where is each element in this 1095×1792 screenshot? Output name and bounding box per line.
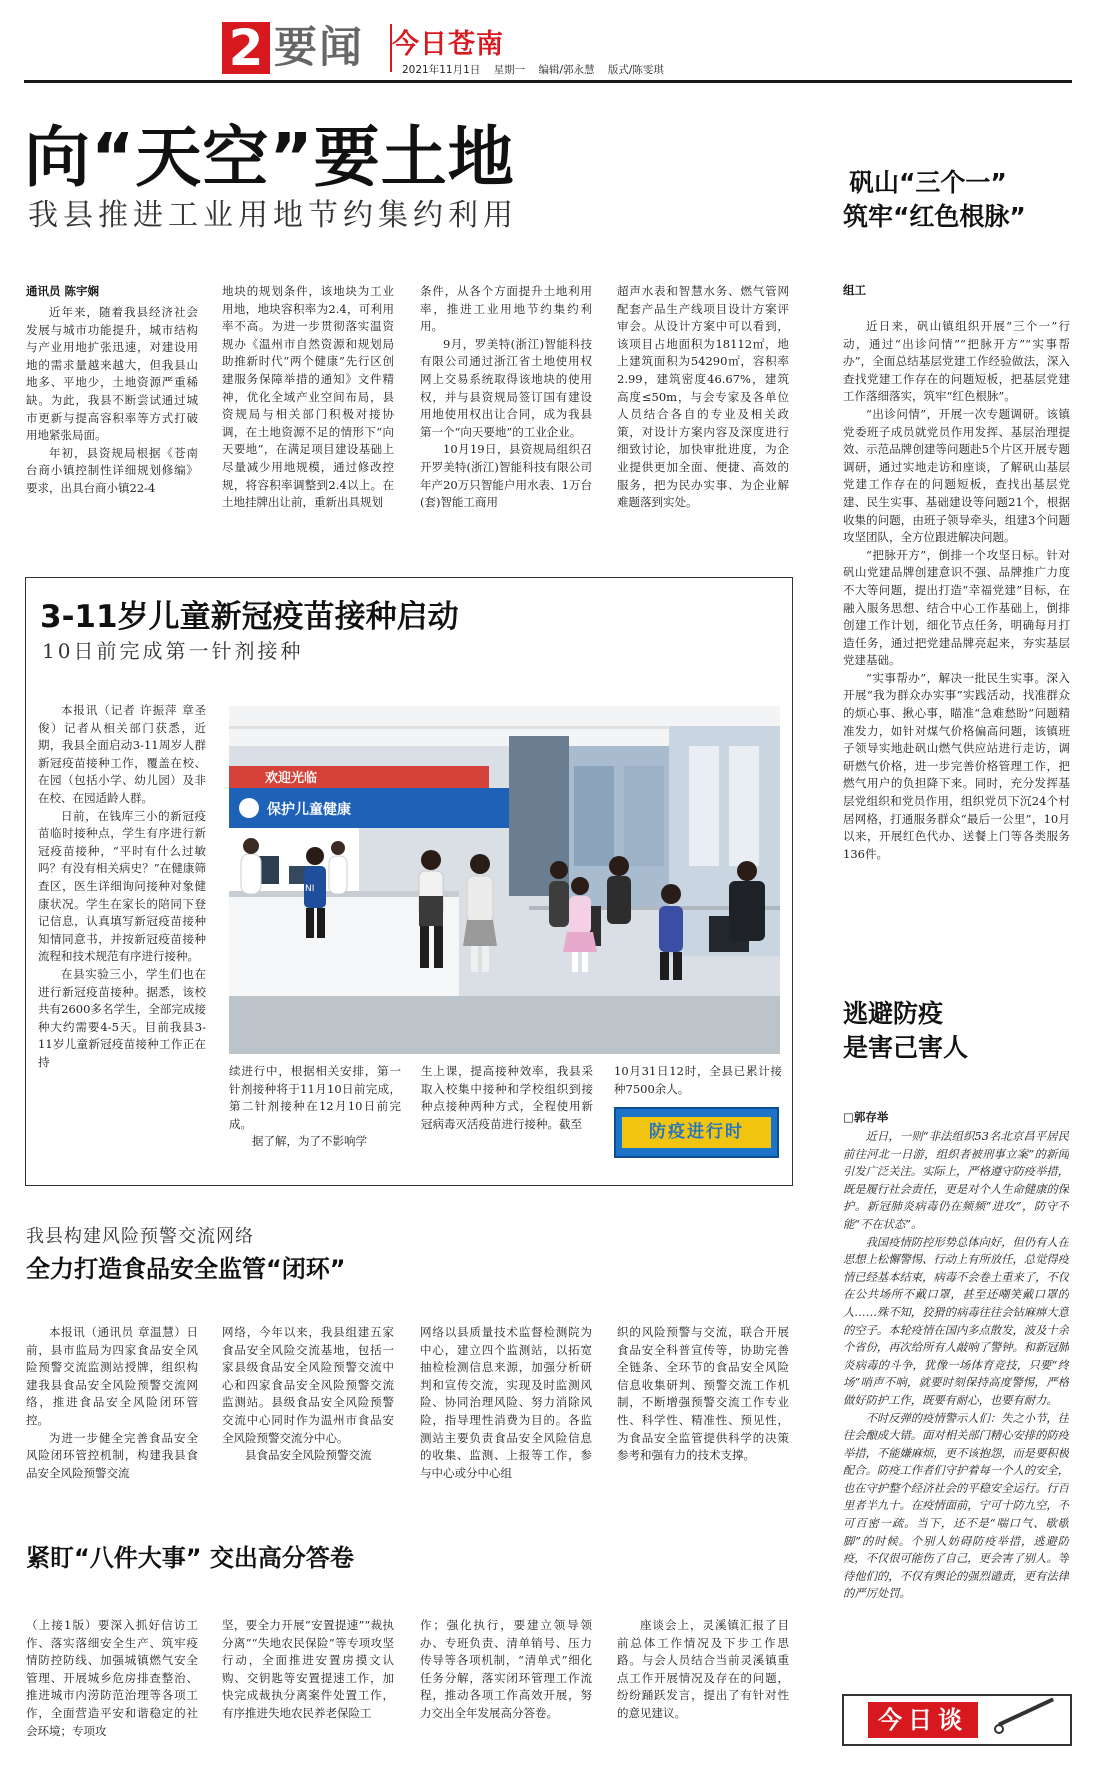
eight-paragraph: 座谈会上，灵溪镇汇报了目前总体工作情况及下步工作思路。与会人员结合当前灵溪镇重点工作开展情况及存在的问题，纷纷踊跃发言，提出了有针对性的意见建议。 <box>617 1618 789 1720</box>
food-column-4 <box>617 1324 789 1500</box>
food-paragraph: 网络，今年以来，我县组建五家食品安全风险交流基地，包括一家县级食品安全风险预警交流中心和四家食品安全风险预警交流监测站。县级食品安全风险预警交流中心同时作为温州市食品安全风险预警交流分中心。 <box>222 1325 394 1445</box>
vaccine-subhead: 10日前完成第一针剂接种 <box>42 639 304 663</box>
commentary-paragraph: 近日，一则“非法组织53名北京昌平居民前往河北一日游，组织者被刑事立案”的新闻引发广泛关注。实际上，严格遵守防疫举措，既是履行社会责任，更是对个人生命健康的保护。新冠肺炎病毒仍在频频“进攻”，防守不能“不在状态”。 <box>843 1130 1069 1231</box>
lead-paragraph: 9月，罗美特(浙江)智能科技有限公司通过浙江省土地使用权网上交易系统取得该地块的使用权，并与县资规局签订国有建设用地使用权出让合同，成为我县第一个“向天要地”的工业企业。 <box>420 336 592 439</box>
vaccine-column-3 <box>421 1063 593 1163</box>
designer-credit: 版式/陈雯琪 <box>607 64 664 76</box>
lead-paragraph: 条件，从各个方面提升土地利用率，推进工业用地节约集约利用。 <box>420 284 592 334</box>
lead-headline: 向“天空”要土地 <box>24 119 515 196</box>
welcome-sign: 欢迎光临 <box>265 771 318 786</box>
commentary-author: □郭存举 <box>843 1110 889 1124</box>
side-paragraph: “实事帮办”，解决一批民生实事。深入开展“我为群众办实事”实践活动，找准群众的烦心事、揪心事，瞄准“急难愁盼”问题精准发力，如针对煤气价格偏高问题，该镇班子领导实地赴矾山燃气供应站进行走访，调研燃气价格，进一步完善价格管理工作，把燃气用户的负担降下来。同时，充分发挥基层党组织和党员作用，组织党员下沉24个村居网格，打通服务群众“最后一公里”，10月以来，开展红色代办、送餐上门等各类服务136件。 <box>843 670 1070 861</box>
food-column-3 <box>420 1324 592 1500</box>
food-column-2 <box>222 1324 394 1500</box>
eight-column-2 <box>222 1617 394 1767</box>
lead-paragraph: 近年来，随着我县经济社会发展与城市功能提升，城市结构与产业用地扩张迅速，对建设用地的需求量越来越大，但我县山地多、平地少，土地资源严重稀缺。为此，我县不断尝试通过城市更新与提高容积率等方式打破用地紧张局面。 <box>26 305 198 443</box>
side-headline-line: 筑牢“红色根脉” <box>843 202 1026 231</box>
eight-paragraph: 作；强化执行，要建立领导领办、专班负责、清单销号、压力传导等各项机制，“清单式”细化任务分解，落实闭环管理工作流程，推动各项工作高效开展，努力交出全年发展高分答卷。 <box>420 1618 592 1720</box>
vaccine-column-4 <box>614 1063 782 1103</box>
food-paragraph: 网络以县质量技术监督检测院为中心，建立四个监测站，以拓宽抽检检测信息来源，加强分析研判和宣传交流，实现及时监测风险、协同治理风险、努力消除风险，指导理性消费为目的。各监测站主要负责食品安全风险信息的收集、监测、上报等工作，参与中心或分中心组 <box>420 1325 592 1480</box>
vaccine-paragraph: 本报讯（记者 许振萍 章圣俊）记者从相关部门获悉，近期，我县全面启动3-11周岁人群新冠疫苗接种工作，覆盖在校、在园（包括小学、幼儿园）及非在校、在园适龄人群。 <box>38 703 206 805</box>
eight-tasks-headline: 紧盯“八件大事” 交出高分答卷 <box>26 1544 354 1572</box>
epidemic-prevention-badge <box>614 1107 779 1158</box>
editor-credit: 编辑/郭永慧 <box>538 64 595 76</box>
uniform-lettering: NI <box>305 884 315 894</box>
side-paragraph: “出诊问情”，开展一次专题调研。该镇党委班子成员就党员作用发挥、基层治理提效、示范品牌创建等问题赴5个片区开展专题调研，通过实地走访和座谈，了解矾山基层党建工作存在的问题短板，查找出基层党建、民生实事、基础建设等问题21个，根据收集的问题，由班子领导牵头，组建3个问题攻坚团队，全方位跟进解决问题。 <box>843 406 1070 545</box>
badge-label: 防疫进行时 <box>622 1117 771 1148</box>
lead-paragraph: 年初，县资规局根据《苍南台商小镇控制性详细规划修编》要求，出具台商小镇22-4 <box>26 445 198 495</box>
food-paragraph: 县食品安全风险预警交流 <box>245 1448 372 1463</box>
issue-date: 2021年11月1日 <box>402 64 481 76</box>
vaccine-paragraph: 续进行中，根据相关安排，第一针剂接种将于11月10日前完成，第二针剂接种在12月10日前完成。 <box>229 1064 401 1131</box>
section-name: 要闻 <box>274 23 364 73</box>
food-paragraph: 本报讯（通讯员 章温慧）日前，县市监局为四家食品安全风险预警交流监测站授牌，组织构建我县食品安全风险预警交流网络，推进食品安全风险闭环管控。 <box>26 1325 198 1427</box>
vaccine-paragraph: 日前，在钱库三小的新冠疫苗临时接种点，学生有序进行新冠疫苗接种，“平时有什么过敏吗？有没有相关病史？”在健康筛查区，医生详细询问接种对象健康状况。学生在家长的陪同下登记信息，认真填写新冠疫苗接种知情同意书，并按新冠疫苗接种流程和技术规范有序进行接种。 <box>38 808 206 964</box>
issue-weekday: 星期一 <box>493 64 526 76</box>
food-paragraph: 为进一步健全完善食品安全风险闭环管控机制，构建我县食品安全风险预警交流 <box>26 1430 198 1480</box>
eight-column-3 <box>420 1617 592 1767</box>
eight-paragraph: 坚，要全力开展“安置提速”“裁执分离”“失地农民保险”等专项攻坚行动，全面推进安置房摸文认购、交钥匙等安置提速工作，加快完成裁执分离案件处置工作，有序推进失地农民养老保险工 <box>222 1618 394 1720</box>
food-kicker: 我县构建风险预警交流网络 <box>26 1226 254 1247</box>
commentary-headline-line: 逃避防疫 <box>843 999 944 1028</box>
lead-column-2 <box>222 283 394 548</box>
side-headline-line: 矾山“三个一” <box>849 168 1007 197</box>
commentary-paragraph: 我国疫情防控形势总体向好，但仍有人在思想上松懈警惕、行动上有所放任，总觉得疫情已经基本结束，病毒不会卷土重来了，不仅在公共场所不戴口罩，甚至还嘲笑戴口罩的人……殊不知，狡猾的病毒往往会钻麻痹大意的空子。本轮疫情在国内多点散发，波及十余个省份，再次给所有人敲响了警钟。和新冠肺炎病毒的斗争，犹像一场体育竞技，只要“终场”哨声不响，就要时刻保持高度警惕，严格做好防护工作，既要有耐心，也要有耐力。 <box>843 1235 1069 1407</box>
dateline <box>402 63 674 77</box>
food-paragraph: 织的风险预警与交流，联合开展食品安全科普宣传等，协助完善全链条、全环节的食品安全风险信息收集研判、预警交流工作机制，不断增强预警交流工作专业性、科学性、精准性、预见性，为食品安全监管提供科学的决策参考和强有力的技术支撑。 <box>617 1325 789 1463</box>
lead-column-1 <box>26 304 198 548</box>
eight-paragraph: （上接1版）要深入抓好信访工作、落实落细安全生产、筑牢疫情防控防线、加强城镇燃气安全管理、开展城乡危房排查整治、推进城市内涝防范治理等各项工作，全面营造平安和谐稳定的社会环境；专项攻 <box>26 1618 198 1738</box>
food-column-1 <box>26 1324 198 1500</box>
vaccine-column-1 <box>38 702 206 1164</box>
commentary-column <box>843 1128 1069 1688</box>
protect-children-sign: 保护儿童健康 <box>267 802 351 818</box>
side-headline-1 <box>843 166 1026 234</box>
pen-icon <box>998 1698 1054 1727</box>
lead-paragraph: 超声水表和智慧水务、燃气管网配套产品生产线项目设计方案评审会。从设计方案中可以看到，该项目占地面积为18112㎡，地上建筑面积为54290㎡，容积率2.99，建筑密度46.67%，建筑高度≤50m，与会专家及各单位人员结合各自的专业及相关政策，对设计方案内容及深度进行细致讨论，加快审批进度，为企业提供更加全面、便捷、高效的服务，把为民办实事、为企业解难题落到实处。 <box>617 284 789 510</box>
today-talk-banner <box>842 1694 1072 1746</box>
eight-column-1 <box>26 1617 198 1767</box>
food-headline: 全力打造食品安全监管“闭环” <box>26 1255 346 1283</box>
side-paragraph: 近日来，矾山镇组织开展“三个一”行动，通过“出诊问情”“把脉开方”“实事帮办”，全面总结基层党建工作经验做法，深入查找党建工作存在的问题短板，把基层党建工作落细落实，筑牢“红色根脉”。 <box>843 319 1070 404</box>
vaccine-paragraph: 在县实验三小，学生们也在进行新冠疫苗接种。据悉，该校共有2600多名学生，全部完成接种大约需要4-5天。目前我县3-11岁儿童新冠疫苗接种工作正在持 <box>38 966 206 1069</box>
paper-logo: 今日苍南 <box>392 29 504 60</box>
lead-paragraph: 地块的规划条件，该地块为工业用地，地块容积率为2.4，可利用率不高。为进一步贯彻落实温资规办《温州市自然资源和规划局助推新时代“两个健康”先行区创建服务保障举措的通知》文件精神，优化全域产业空间布局，县资规局与相关部门积极对接协调，在土地资源不足的情形下“向天要地”，在满足项目建设基础上尽量减少用地规模，通过修改控规，将容积率调整到2.4以上。在土地挂牌出让前，重新出具规划 <box>222 284 394 510</box>
side-byline: 组工 <box>843 283 866 297</box>
today-talk-label: 今日谈 <box>868 1702 978 1738</box>
lead-byline: 通讯员 陈宇娴 <box>26 284 100 298</box>
lead-paragraph: 10月19日，县资规局组织召开罗美特(浙江)智能科技有限公司年产20万只智能户用水表、1万台(套)智能工商用 <box>420 442 592 510</box>
vaccine-paragraph: 10月31日12时，全县已累计接种7500余人。 <box>614 1064 782 1096</box>
commentary-headline-line: 是害己害人 <box>843 1033 969 1062</box>
commentary-headline <box>843 997 968 1065</box>
side-column <box>843 318 1070 970</box>
vaccine-paragraph: 据了解，为了不影响学 <box>252 1134 367 1149</box>
vaccination-photo-scene <box>229 706 780 1054</box>
side-paragraph: “把脉开方”，倒排一个攻坚日标。针对矾山党建品牌创建意识不强、品牌推广力度不大等问题，提出打造“幸福党建”目标，在融入服务思想、结合中心工作基础上，倒排创建工作计划，细化节点任务，明确每月打造任务，通过把党建品牌亮起来，夯实基层党建基础。 <box>843 547 1070 668</box>
eight-column-4 <box>617 1617 789 1767</box>
page-number: 2 <box>222 22 270 74</box>
lead-subhead: 我县推进工业用地节约集约利用 <box>28 198 518 233</box>
masthead-rule <box>24 80 1072 83</box>
vaccine-paragraph: 生上课，提高接种效率，我县采取入校集中接种和学校组织到接种点接种两种方式，全程使用新冠病毒灭活疫苗进行接种。截至 <box>421 1064 593 1131</box>
vaccine-column-2 <box>229 1063 401 1163</box>
vaccine-headline: 3-11岁儿童新冠疫苗接种启动 <box>40 599 459 635</box>
commentary-paragraph: 不时反弹的疫情警示人们：失之小节，往往会酿成大错。面对相关部门精心安排的防疫举措，不能嫌麻烦，更不该抱怨，而是要积极配合。防疫工作者们守护着每一个人的安全，也在守护整个经济社会的平稳安全运行。行百里者半九十。在疫情面前，宁可十防九空，不可百密一疏。当下，还不是“喘口气、歇歇脚”的时候。个别人妨碍防疫举措，逃避防疫，不仅很可能伤了自己，更会害了别人。等待他们的，不仅有舆论的强烈谴责，更有法律的严厉处罚。 <box>843 1411 1069 1601</box>
lead-column-3 <box>420 283 592 548</box>
lead-column-4 <box>617 283 789 548</box>
vaccination-photo <box>229 706 780 1054</box>
ink-dot-icon <box>994 1724 1004 1734</box>
